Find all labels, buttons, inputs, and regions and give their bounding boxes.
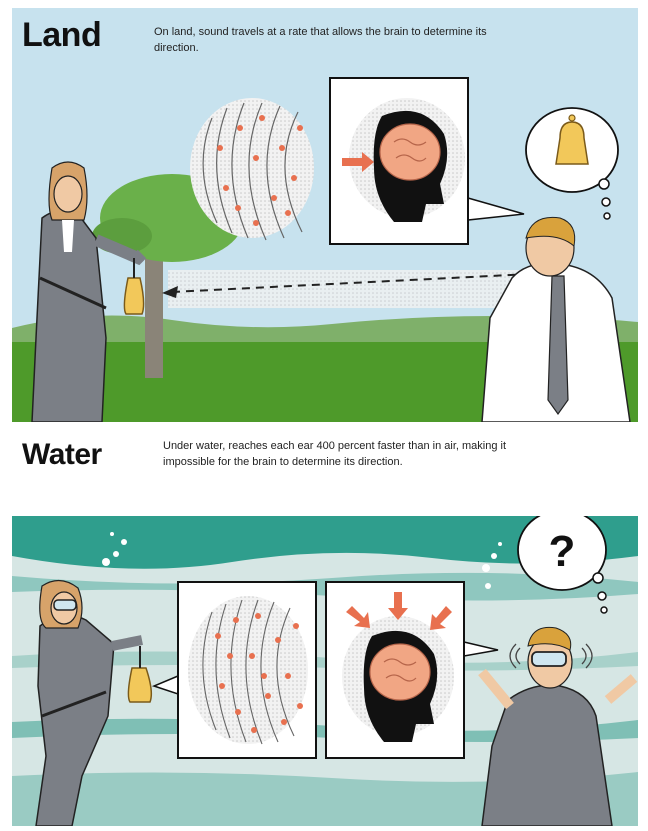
brain-icon [380, 124, 440, 180]
land-caption: On land, sound travels at a rate that allows the brain to determine its direction. [154, 26, 487, 54]
land-heading: Land [22, 16, 102, 54]
water-heading: Water [22, 438, 102, 471]
land-scene [12, 8, 638, 422]
question-mark-icon: ? [548, 527, 576, 576]
land-panel [12, 8, 638, 422]
water-scene [12, 516, 638, 826]
brain-icon [370, 644, 430, 700]
water-panel [12, 516, 638, 826]
water-caption: Under water, reaches each ear 400 percent faster than in air, making it impossible for the brain to determine its direction. [163, 440, 507, 468]
dashed-arrow-icon [162, 270, 530, 308]
sound-wave-inset [154, 582, 316, 758]
